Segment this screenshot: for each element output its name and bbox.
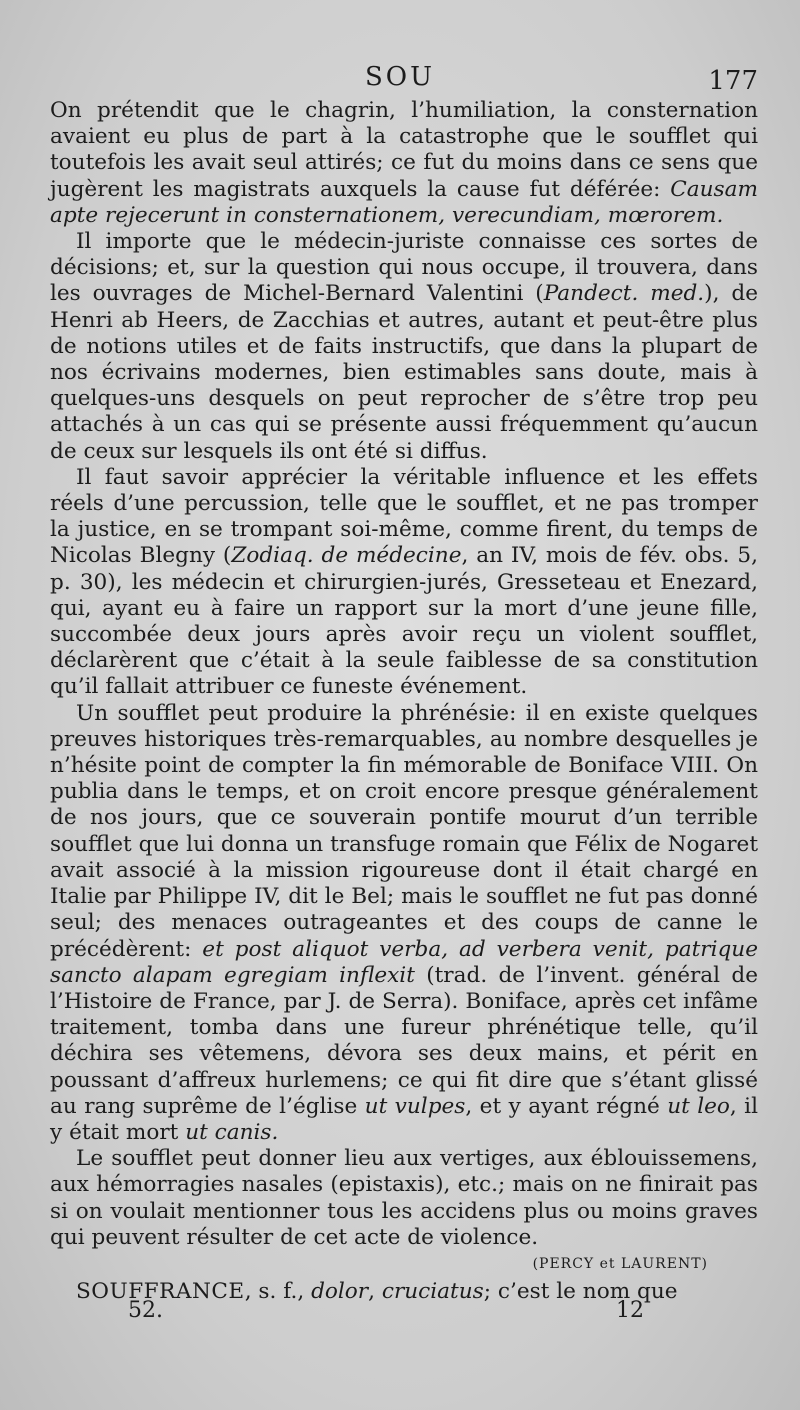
page-footer [0, 1298, 800, 1328]
paragraph [50, 1146, 758, 1251]
italic-run: ut canis. [185, 1119, 279, 1145]
signature-mark-right: 12 [616, 1298, 644, 1323]
paragraph [50, 98, 758, 229]
author-signature: (PERCY et LAURENT) [532, 1255, 708, 1272]
entry-part-of-speech: , s. f., [244, 1279, 312, 1305]
page-number: 177 [708, 66, 758, 96]
body-text [50, 98, 758, 1305]
text-run: Un soufflet peut produire la phrénésie: il en existe quelques preuves historiques très-remarquables, au nombre desquelles je n’hésite point de compter la fin mémorable de Boniface VIII. On publia dans le temps, et on croit encore presque généralement de nos jours, que ce souverain pontife mourut d’un terrible soufflet que lui donna un transfuge romain que Félix de Nogaret avait associé à la mission rigoureuse dont il était chargé en Italie par Philippe IV, dit le Bel; mais le soufflet ne fut pas donné seul; des menaces outrageantes et des coups de canne le précédèrent: [50, 700, 758, 962]
text-run: Il importe que le médecin-juriste connaisse ces sortes de décisions; et, sur la question qui nous occupe, il trouvera, dans les ouvrages de Michel-Bernard Valentini ( [50, 229, 758, 307]
paragraph [50, 465, 758, 701]
text-run: Il faut savoir apprécier la véritable influence et les effets réels d’une percussion, telle que le soufflet, et ne pas tromper la justice, en se trompant soi-même, comme firent, du temps de Nicolas Blegny ( [50, 464, 758, 569]
paragraphs [50, 98, 758, 1251]
paragraph [50, 701, 758, 1146]
running-title: SOU [364, 62, 436, 92]
italic-run: Causam apte rejecerunt in consternationem, verecundiam, mœrorem. [50, 176, 758, 228]
text-run: ), de Henri ab Heers, de Zacchias et autres, autant et peut-être plus de notions utiles et de faits instructifs, que dans la plupart de nos écrivains modernes, bien estimables sans doute, mais à quelques-uns desquels on peut reprocher de s’être trop peu attachés à un cas qui se présente aussi fréquemment qu’aucun de ceux sur lesquels ils ont été si diffus. [50, 281, 758, 464]
entry-text: ; c’est le nom que [483, 1279, 678, 1305]
italic-run: ut vulpes [364, 1093, 466, 1119]
paragraph [50, 229, 758, 465]
page-header [0, 62, 800, 96]
signature-mark-left: 52. [128, 1298, 163, 1323]
text-run: On prétendit que le chagrin, l’humiliation, la consternation avaient eu plus de part à la catastrophe que le soufflet qui toutefois les avait seul attirés; ce fut du moins dans ce sens que jugèrent les magistrats auxquels la cause fut déférée: [50, 98, 758, 202]
text-run: , et y ayant régné [465, 1093, 668, 1119]
italic-run: Pandect. med. [543, 281, 705, 307]
entry-latin-2: cruciatus [381, 1279, 484, 1305]
italic-run: et post aliquot verba, ad verbera venit, patrique sancto alapam egregiam inflexit [50, 936, 758, 988]
text-run: Le soufflet peut donner lieu aux vertiges, aux éblouissemens, aux hémorragies nasales (epistaxis), etc.; mais on ne finirait pas si on voulait mentionner tous les accidens plus ou moins graves qui peuvent résulter de cet acte de violence. [50, 1146, 758, 1250]
entry-latin-1: dolor [311, 1279, 369, 1305]
text-run: , an IV, mois de fév. obs. 5, p. 30), les médecin et chirurgien-jurés, Gresseteau et Enezard, qui, ayant eu à faire un rapport sur la mort d’une jeune fille, succombée deux jours après avoir reçu un violent soufflet, déclarèrent que c’était à la seule faiblesse de sa constitution qu’il fallait attribuer ce funeste événement. [50, 543, 758, 700]
text-run: , il y était mort [50, 1093, 758, 1145]
entry-separator: , [368, 1279, 382, 1305]
entry-headword: SOUFFRANCE [76, 1279, 245, 1305]
text-run: (trad. de l’invent. général de l’Histoire de France, par J. de Serra). Boniface, après cet infâme traitement, tomba dans une fureur phrénétique telle, qu’il déchira ses vêtemens, dévora ses deux mains, et périt en poussant d’affreux hurlemens; ce qui fit dire que s’étant glissé au rang suprême de l’église [50, 962, 758, 1119]
italic-run: Zodiaq. de médecine [231, 543, 462, 569]
italic-run: ut leo [667, 1093, 730, 1119]
